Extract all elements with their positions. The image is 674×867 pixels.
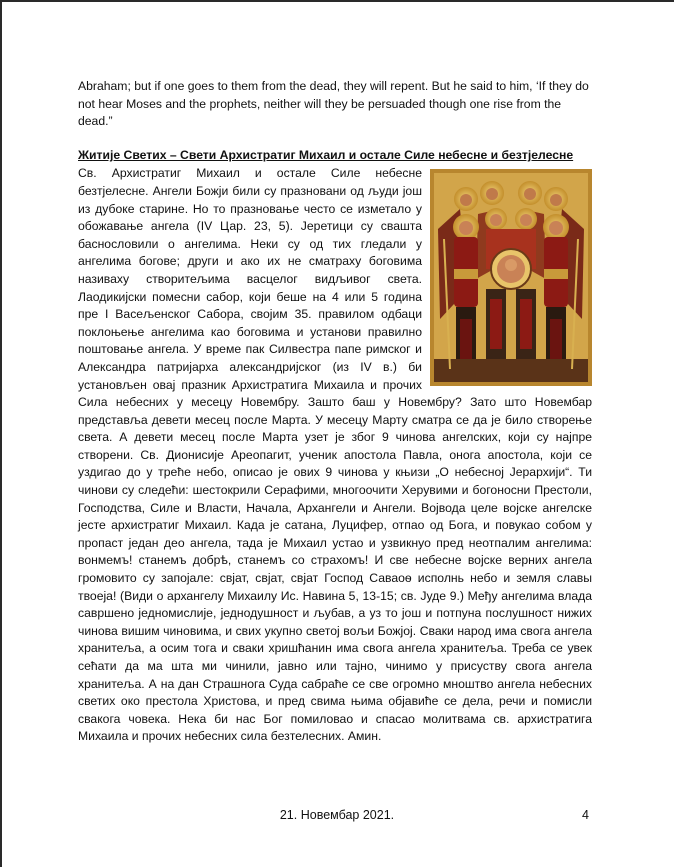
page-number: 4: [582, 808, 589, 822]
scripture-quote: Abraham; but if one goes to them from the dead, they will repent. But he said to him, ‘If they do not hear Moses and the prophets, neither will they be persuaded though one rise from the dead.”: [78, 79, 589, 129]
archangels-icon-image: [430, 169, 592, 386]
section-heading: Житије Светих – Свети Архистратиг Михаил и остале Силе небесне и безтјелесне: [78, 147, 574, 162]
body-paragraph: Св. Архистратиг Михаил и остале Силе небесне безтјелесне. Ангели Божји били су празновани од људи још из дубоке старине. Но то празновање често се изметало у обожавање ангела (IV Цар. 23, 5). Јеретици су свашта баснословили о ангелима. Неки су од тих гледали у ангелима богове; други и ако их не сматраху боговима називаху створитељима васцелог видљивог света. Лаодикијски помесни сабор, који беше на 4 или 5 година пре I Васељенског Сабора, својим 35. правилом одбаци поклоњење ангелима као боговима и установи правилно поштовање ангела. У време пак Силвестра папе римског и Александра патријарха александријског (из IV в.) би установљен овај празник Архистратига Михаила и прочих Сила небесних у месецу Новембру. Зашто баш у Новембру? Зато што Новембар представља девети месец после Марта. У месецу Марту сматра се да је било створење света. А девети месец после Марта узет је због 9 чинова ангелских, који су најпре створени. Св. Дионисије Ареопагит, ученик апостола Павла, онога апостола, који се уздигао до у треће небо, описао је ових 9 чинова у књизи „О небесној Јерархији“. Ти чинови су следећи: шестокрили Серафими, многоочити Херувими и богоносни Престоли, Господства, Силе и Власти, Начала, Архангели и Ангели. Војвода целе војске ангелске јесте архистратиг Михаил. Када је сатана, Луцифер, отпао од Бога, и повукао собом у пропаст један део ангела, тада је Михаил устао и узвикнуо пред неотпалим ангелима: вонмемъ! станемъ добрѣ, станемъ со страхомъ! И све небесне војске верних ангела громовито су запојале: свјат, свјат, свјат Господ Саваоѳ исполнь небо и земля славы твоеја! (Види о архангелу Михаилу Ис. Навина 5, 13-15; св. Јуде 9.) Међу ангелима влада савршено једномислије, једнодушност и љубав, а уз то још и потпуна послушност нижих чинова вишим чиновима, и свих укупно светој вољи Божјој. Сваки народ има свога ангела хранитеља, а осим тога и сваки хришћанин има свога ангела хранитеља. Треба се увек сећати да ма шта ми чинили, јавно или тајно, чинимо у присуству свога ангела хранитеља. А на дан Страшнога Суда сабраће се све огромно мноштво ангела небесних светих око престола Христова, и пред свима њима објавиће се дела, речи и помисли свакога човека. Нека би нас Бог помиловао и спасао молитвама св. архистратига Михаила и прочих небесних сила безтелесних. Амин.: [78, 166, 592, 744]
page-left-edge: [0, 0, 2, 867]
page-top-edge: [0, 0, 674, 2]
footer-date: 21. Новембар 2021.: [279, 808, 395, 822]
document-page: [78, 78, 592, 746]
